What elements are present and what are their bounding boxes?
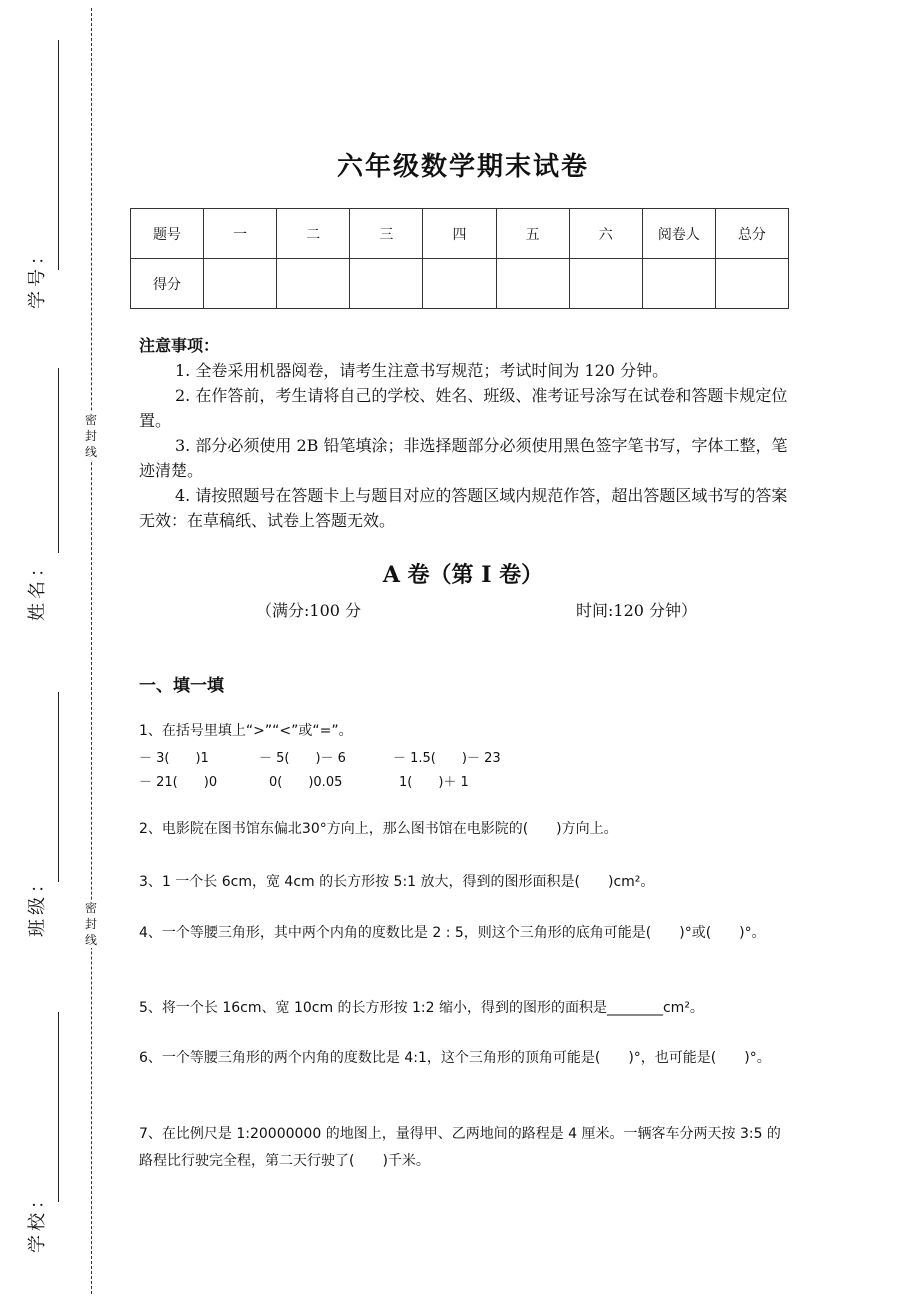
student-id-label: 学号： (27, 243, 48, 309)
question-5: 5、将一个长 16cm、宽 10cm 的长方形按 1:2 缩小，得到的图形的面积是________cm²。 (139, 1000, 704, 1016)
question-6: 6、一个等腰三角形的两个内角的度数比是 4:1，这个三角形的顶角可能是( )°，也可能是( )°。 (139, 1050, 771, 1066)
seal-char: 密 (84, 901, 97, 915)
seal-char: 线 (84, 445, 97, 459)
compare-item: － 21( )0 (139, 775, 218, 790)
part-heading: 一、填一填 (139, 676, 224, 696)
question-2: 2、电影院在图书馆东偏北30°方向上，那么图书馆在电影院的( )方向上。 (139, 821, 618, 837)
compare-item: － 1.5( )－ 23 (393, 751, 501, 766)
question-1-row-1 (139, 745, 789, 769)
class-line (58, 692, 59, 882)
seal-char: 线 (84, 933, 97, 947)
seal-dashed-line (91, 8, 92, 1294)
question-1 (139, 718, 789, 793)
header-cell: 五 (496, 209, 569, 259)
section-title: A 卷（第 I 卷） (382, 562, 544, 588)
name-field[interactable] (18, 368, 66, 628)
score-cell[interactable] (715, 259, 788, 309)
header-cell: 总分 (715, 209, 788, 259)
score-cell[interactable] (642, 259, 715, 309)
score-table-score-row (131, 259, 789, 309)
header-cell: 题号 (131, 209, 204, 259)
notes-block (139, 333, 789, 533)
question-3: 3、1 一个长 6cm，宽 4cm 的长方形按 5:1 放大，得到的图形面积是( )cm²。 (139, 874, 655, 890)
score-table-header-row (131, 209, 789, 259)
compare-item: － 5( )－ 6 (259, 751, 346, 766)
seal-mark-lower (82, 900, 100, 948)
exam-time: 时间:120 分钟） (576, 601, 698, 620)
question-7: 7、在比例尺是 1:20000000 的地图上，量得甲、乙两地间的路程是 4 厘米。一辆客车分两天按 3:5 的路程比行驶完全程，第二天行驶了( )千米。 (139, 1126, 781, 1169)
score-cell[interactable] (277, 259, 350, 309)
score-row-label: 得分 (131, 259, 204, 309)
score-cell[interactable] (496, 259, 569, 309)
notes-item: 4. 请按照题号在答题卡上与题目对应的答题区域内规范作答，超出答题区域书写的答案无效：在草稿纸、试卷上答题无效。 (139, 486, 788, 530)
notes-item: 2. 在作答前，考生请将自己的学校、姓名、班级、准考证号涂写在试卷和答题卡规定位置。 (139, 386, 788, 430)
school-line (58, 1012, 59, 1202)
seal-char: 封 (84, 917, 97, 931)
header-cell: 六 (569, 209, 642, 259)
class-label: 班级： (27, 871, 48, 937)
header-cell: 阅卷人 (642, 209, 715, 259)
question-1-text: 1、在括号里填上“>”“<”或“=”。 (139, 723, 353, 739)
page-title: 六年级数学期末试卷 (336, 152, 589, 182)
header-cell: 一 (204, 209, 277, 259)
notes-item: 3. 部分必须使用 2B 铅笔填涂；非选择题部分必须使用黑色签字笔书写，字体工整，笔迹清楚。 (139, 436, 788, 480)
full-score: （满分:100 分 (256, 601, 362, 620)
class-field[interactable] (18, 692, 66, 952)
notes-heading: 注意事项： (139, 336, 220, 355)
question-1-row-2 (139, 769, 789, 793)
compare-item: 1( )＋ 1 (399, 775, 469, 790)
seal-char: 密 (84, 413, 97, 427)
score-cell[interactable] (423, 259, 496, 309)
header-cell: 三 (350, 209, 423, 259)
score-cell[interactable] (569, 259, 642, 309)
name-label: 姓名： (27, 555, 48, 621)
question-4: 4、一个等腰三角形，其中两个内角的度数比是 2 : 5，则这个三角形的底角可能是( )°或( )°。 (139, 925, 766, 941)
compare-item: － 3( )1 (139, 751, 209, 766)
school-label: 学校： (27, 1187, 48, 1253)
score-table (130, 208, 789, 309)
school-field[interactable] (18, 1012, 66, 1292)
score-cell[interactable] (204, 259, 277, 309)
name-line (58, 368, 59, 553)
seal-char: 封 (84, 429, 97, 443)
header-cell: 四 (423, 209, 496, 259)
compare-item: 0( )0.05 (269, 775, 343, 790)
seal-mark-upper (82, 412, 100, 460)
score-cell[interactable] (350, 259, 423, 309)
notes-item: 1. 全卷采用机器阅卷，请考生注意书写规范；考试时间为 120 分钟。 (175, 361, 669, 380)
header-cell: 二 (277, 209, 350, 259)
